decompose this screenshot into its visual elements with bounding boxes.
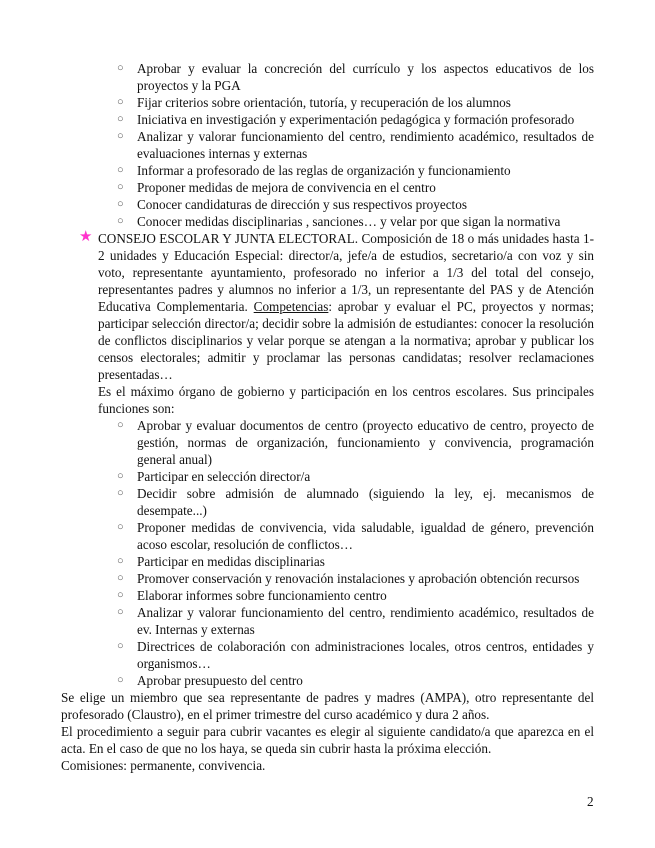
list-item (117, 672, 594, 689)
circle-bullet-icon: ○ (117, 96, 124, 108)
paragraph-comisiones: Comisiones: permanente, convivencia. (61, 758, 266, 773)
list-item-text: Conocer candidaturas de dirección y sus respectivos proyectos (137, 197, 467, 212)
list-item (117, 162, 594, 179)
circle-bullet-icon: ○ (117, 130, 124, 142)
consejo-intro: CONSEJO ESCOLAR Y JUNTA ELECTORAL. Composición de 18 o más unidades hasta 1-2 unidades y Educación Especial: director/a, jefe/a de estudios, secretario/a con voz y sin voto, representante ayuntamiento, profesorado no inferior a 1/3 del total del consejo, representantes padres y alumnos no inferior a 1/3, un representante del PAS y de Atención Educativa Complementaria. Competencias: aprobar y evaluar el PC, proyectos y normas; participar selección director/a; decidir sobre la admisión de estudiantes: conocer la resolución de conflictos disciplinarios y velar porque se atengan a la normativa; aprobar y publicar los censos electorales; admitir y proclamar las personas candidatas; resolver reclamaciones presentadas… (98, 231, 595, 382)
list-item-text: Participar en selección director/a (137, 469, 311, 484)
list-item-text: Iniciativa en investigación y experimentación pedagógica y formación profesorado (137, 112, 575, 127)
list-item (117, 570, 594, 587)
circle-bullet-icon: ○ (117, 640, 124, 652)
document-page (61, 60, 594, 774)
circle-bullet-icon: ○ (117, 589, 124, 601)
circle-bullet-icon: ○ (117, 215, 124, 227)
list-item-text: Proponer medidas de convivencia, vida saludable, igualdad de género, prevención acoso escolar, resolución de conflictos… (137, 520, 594, 552)
paragraph-eleccion: Se elige un miembro que sea representante de padres y madres (AMPA), otro representante del profesorado (Claustro), en el primer trimestre del curso académico y dura 2 años. (61, 690, 594, 722)
list-item-text: Analizar y valorar funcionamiento del centro, rendimiento académico, resultados de evaluaciones internas y externas (137, 129, 594, 161)
list-item (117, 179, 594, 196)
list-item-text: Participar en medidas disciplinarias (137, 554, 325, 569)
competencias-list (61, 60, 594, 230)
circle-bullet-icon: ○ (117, 674, 124, 686)
list-item (117, 468, 594, 485)
list-item (117, 111, 594, 128)
list-item-text: Aprobar presupuesto del centro (137, 673, 303, 688)
competencias-label: Competencias (253, 299, 329, 314)
funciones-list (98, 417, 594, 689)
list-item-text: Promover conservación y renovación instalaciones y aprobación obtención recursos (137, 571, 580, 586)
page-number: 2 (587, 794, 594, 809)
circle-bullet-icon: ○ (117, 521, 124, 533)
list-item-text: Fijar criterios sobre orientación, tutoría, y recuperación de los alumnos (137, 95, 511, 110)
list-item-text: Aprobar y evaluar la concreción del currículo y los aspectos educativos de los proyectos y la PGA (137, 61, 594, 93)
list-item (117, 417, 594, 468)
funciones-intro: Es el máximo órgano de gobierno y participación en los centros escolares. Sus principales funciones son: (98, 384, 594, 416)
list-item (117, 604, 594, 638)
circle-bullet-icon: ○ (117, 555, 124, 567)
circle-bullet-icon: ○ (117, 419, 124, 431)
circle-bullet-icon: ○ (117, 113, 124, 125)
circle-bullet-icon: ○ (117, 198, 124, 210)
list-item-text: Directrices de colaboración con administraciones locales, otros centros, entidades y organismos… (137, 639, 594, 671)
list-item-text: Proponer medidas de mejora de convivencia en el centro (137, 180, 436, 195)
list-item (117, 128, 594, 162)
list-item-text: Analizar y valorar funcionamiento del centro, rendimiento académico, resultados de ev. Internas y externas (137, 605, 594, 637)
circle-bullet-icon: ○ (117, 470, 124, 482)
circle-bullet-icon: ○ (117, 164, 124, 176)
circle-bullet-icon: ○ (117, 487, 124, 499)
list-item-text: Aprobar y evaluar documentos de centro (proyecto educativo de centro, proyecto de gestión, normas de organización, funcionamiento y convivencia, programación general anual) (137, 418, 594, 467)
list-item (117, 587, 594, 604)
list-item-text: Informar a profesorado de las reglas de organización y funcionamiento (137, 163, 511, 178)
circle-bullet-icon: ○ (117, 606, 124, 618)
list-item (117, 553, 594, 570)
list-item-text: Decidir sobre admisión de alumnado (siguiendo la ley, ej. mecanismos de desempate...) (137, 486, 594, 518)
list-item (117, 60, 594, 94)
circle-bullet-icon: ○ (117, 62, 124, 74)
list-item (117, 94, 594, 111)
list-item-text: Conocer medidas disciplinarias , sanciones… y velar por que sigan la normativa (137, 214, 561, 229)
star-bullet-icon: ★ (79, 229, 93, 245)
list-item (117, 213, 594, 230)
list-item-text: Elaborar informes sobre funcionamiento centro (137, 588, 387, 603)
circle-bullet-icon: ○ (117, 181, 124, 193)
list-item (117, 485, 594, 519)
circle-bullet-icon: ○ (117, 572, 124, 584)
consejo-escolar-item (61, 230, 594, 689)
paragraph-vacantes: El procedimiento a seguir para cubrir vacantes es elegir al siguiente candidato/a que aparezca en el acta. En el caso de que no los haya, se queda sin cubrir hasta la próxima elección. (61, 724, 594, 756)
list-item (117, 638, 594, 672)
list-item (117, 196, 594, 213)
list-item (117, 519, 594, 553)
